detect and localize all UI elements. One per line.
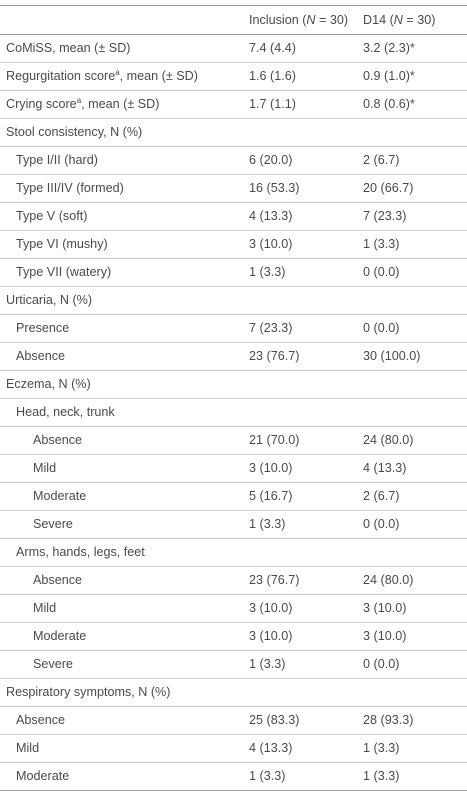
inclusion-value: 25 (83.3) [243, 706, 357, 734]
footnote-marker: a [76, 95, 82, 105]
subsection-row [0, 538, 467, 566]
row-label: Type I/II (hard) [0, 146, 243, 174]
d14-value: 7 (23.3) [357, 202, 467, 230]
results-table [0, 6, 467, 791]
row-label: Moderate [0, 762, 243, 790]
d14-value: 2 (6.7) [357, 146, 467, 174]
d14-value [357, 118, 467, 146]
inclusion-value: 1 (3.3) [243, 258, 357, 286]
d14-value: 4 (13.3) [357, 454, 467, 482]
row-label: Moderate [0, 622, 243, 650]
inclusion-value [243, 678, 357, 706]
inclusion-value: 3 (10.0) [243, 454, 357, 482]
d14-value [357, 398, 467, 426]
header-label-cell [0, 6, 243, 34]
inclusion-value: 23 (76.7) [243, 342, 357, 370]
inclusion-value: 1 (3.3) [243, 510, 357, 538]
d14-value: 0.8 (0.6)* [357, 90, 467, 118]
d14-value: 0 (0.0) [357, 510, 467, 538]
table-row [0, 762, 467, 790]
table-row [0, 734, 467, 762]
header-row [0, 6, 467, 34]
d14-value [357, 678, 467, 706]
footnote-marker: a [115, 67, 120, 77]
section-row [0, 678, 467, 706]
table-row [0, 566, 467, 594]
d14-value [357, 538, 467, 566]
inclusion-value: 3 (10.0) [243, 594, 357, 622]
header-inclusion: Inclusion (N = 30) [243, 6, 357, 34]
subsection-label: Arms, hands, legs, feet [0, 538, 243, 566]
inclusion-value: 23 (76.7) [243, 566, 357, 594]
table-row [0, 482, 467, 510]
table-row [0, 174, 467, 202]
row-label: Mild [0, 454, 243, 482]
d14-value [357, 286, 467, 314]
inclusion-value: 1.6 (1.6) [243, 62, 357, 90]
table-row [0, 230, 467, 258]
table-row [0, 426, 467, 454]
row-label: Severe [0, 510, 243, 538]
row-label: Type VII (watery) [0, 258, 243, 286]
d14-value: 1 (3.3) [357, 230, 467, 258]
d14-value: 2 (6.7) [357, 482, 467, 510]
row-label: Severe [0, 650, 243, 678]
row-label: Type III/IV (formed) [0, 174, 243, 202]
section-row [0, 370, 467, 398]
row-label: Presence [0, 314, 243, 342]
row-label: Mild [0, 594, 243, 622]
d14-value: 3 (10.0) [357, 622, 467, 650]
d14-value: 0 (0.0) [357, 314, 467, 342]
table-row [0, 34, 467, 62]
section-row [0, 118, 467, 146]
table-row [0, 202, 467, 230]
inclusion-value [243, 118, 357, 146]
d14-value: 28 (93.3) [357, 706, 467, 734]
table-row [0, 342, 467, 370]
inclusion-value: 3 (10.0) [243, 622, 357, 650]
inclusion-value [243, 538, 357, 566]
row-label: Crying score$^a$, mean (± SD) [0, 90, 243, 118]
section-label: Eczema, N (%) [0, 370, 243, 398]
row-label: Absence [0, 706, 243, 734]
inclusion-value: 7 (23.3) [243, 314, 357, 342]
table-row [0, 90, 467, 118]
table-row [0, 594, 467, 622]
inclusion-value: 1.7 (1.1) [243, 90, 357, 118]
d14-value: 3.2 (2.3)* [357, 34, 467, 62]
table-row [0, 314, 467, 342]
section-row [0, 286, 467, 314]
table-row [0, 706, 467, 734]
d14-value [357, 370, 467, 398]
inclusion-value [243, 286, 357, 314]
d14-value: 0 (0.0) [357, 650, 467, 678]
table-row [0, 62, 467, 90]
d14-value: 0 (0.0) [357, 258, 467, 286]
d14-value: 3 (10.0) [357, 594, 467, 622]
row-label: Absence [0, 566, 243, 594]
inclusion-value: 4 (13.3) [243, 734, 357, 762]
row-label: Type V (soft) [0, 202, 243, 230]
header-d14: D14 (N = 30) [357, 6, 467, 34]
subsection-label: Head, neck, trunk [0, 398, 243, 426]
row-label: Regurgitation score$^a$, mean (± SD) [0, 62, 243, 90]
section-label: Urticaria, N (%) [0, 286, 243, 314]
table-row [0, 258, 467, 286]
inclusion-value: 1 (3.3) [243, 762, 357, 790]
row-label: Moderate [0, 482, 243, 510]
table-row [0, 622, 467, 650]
inclusion-value: 16 (53.3) [243, 174, 357, 202]
table-page [0, 5, 467, 790]
row-label: Type VI (mushy) [0, 230, 243, 258]
d14-value: 24 (80.0) [357, 426, 467, 454]
inclusion-value [243, 370, 357, 398]
table-row [0, 146, 467, 174]
inclusion-value: 5 (16.7) [243, 482, 357, 510]
d14-value: 30 (100.0) [357, 342, 467, 370]
subsection-row [0, 398, 467, 426]
section-label: Respiratory symptoms, N (%) [0, 678, 243, 706]
d14-value: 20 (66.7) [357, 174, 467, 202]
inclusion-value: 1 (3.3) [243, 650, 357, 678]
d14-value: 24 (80.0) [357, 566, 467, 594]
inclusion-value: 7.4 (4.4) [243, 34, 357, 62]
row-label: Absence [0, 426, 243, 454]
d14-value: 1 (3.3) [357, 734, 467, 762]
table-row [0, 510, 467, 538]
d14-value: 0.9 (1.0)* [357, 62, 467, 90]
table-row [0, 454, 467, 482]
inclusion-value: 3 (10.0) [243, 230, 357, 258]
inclusion-value [243, 398, 357, 426]
inclusion-value: 21 (70.0) [243, 426, 357, 454]
row-label: Mild [0, 734, 243, 762]
section-label: Stool consistency, N (%) [0, 118, 243, 146]
row-label: CoMiSS, mean (± SD) [0, 34, 243, 62]
inclusion-value: 4 (13.3) [243, 202, 357, 230]
d14-value: 1 (3.3) [357, 762, 467, 790]
table-row [0, 650, 467, 678]
row-label: Absence [0, 342, 243, 370]
inclusion-value: 6 (20.0) [243, 146, 357, 174]
